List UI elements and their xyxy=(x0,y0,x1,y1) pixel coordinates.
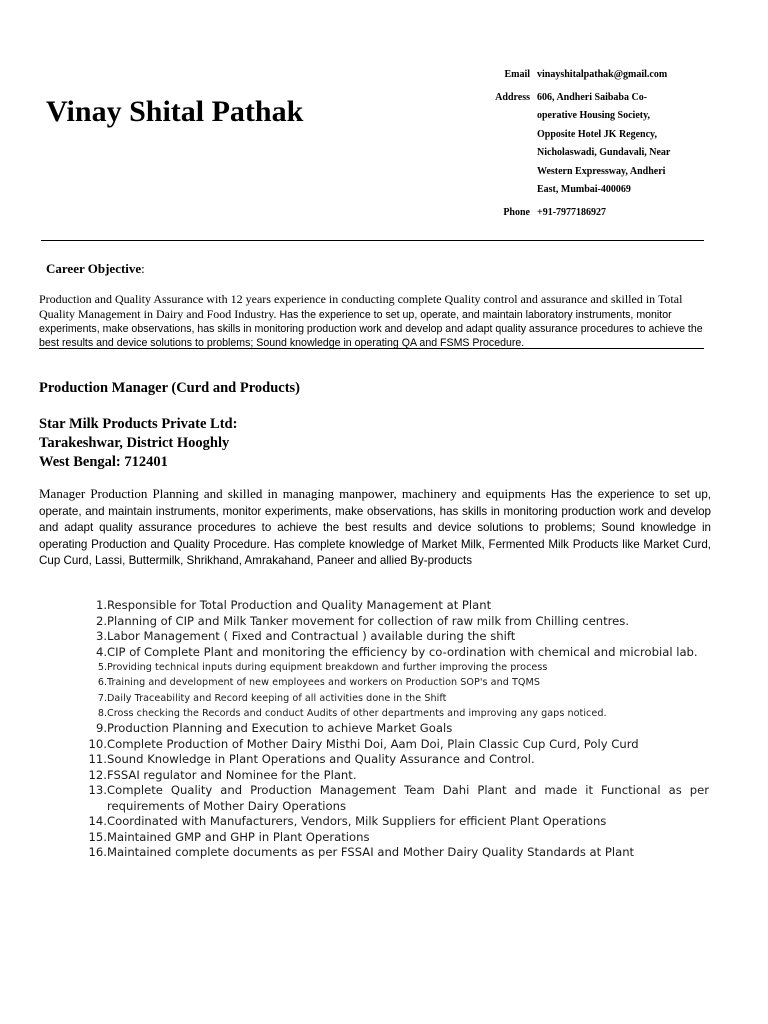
phone-label: Phone xyxy=(503,206,530,218)
duties-list xyxy=(79,598,709,861)
list-item xyxy=(79,629,709,645)
list-item-number: 3. xyxy=(95,629,107,643)
list-item-number: 10. xyxy=(88,736,107,751)
list-item xyxy=(79,691,709,706)
job-role-title: Production Manager (Curd and Products) xyxy=(39,380,301,396)
contact-block xyxy=(470,66,740,222)
list-item xyxy=(79,752,709,768)
career-objective-title: Career Objective xyxy=(46,261,142,276)
job-summary-sans: Has the experience to set up, operate, and maintain instruments, monitor experiments, make observations, has skills in monitoring production work and develop and adapt quality assurance procedures to achieve the best results and device solutions to problems; Sound knowledge in operating Production and Quality Procedure. Has complete knowledge of Market Milk, Fermented Milk Products like Market Curd, Cup Curd, Lassi, Buttermilk, Shrikhand, Amrakahand, Paneer and allied By-products xyxy=(39,488,712,568)
list-item-text: Daily Traceability and Record keeping of all activities done in the Shift xyxy=(107,692,447,704)
job-summary-serif: Manager Production Planning and skilled in managing manpower, machinery and equipments xyxy=(39,486,546,501)
address-line: operative Housing Society, xyxy=(537,110,651,121)
list-item-number: 2. xyxy=(95,613,107,628)
list-item-text: Cross checking the Records and conduct Audits of other departments and improving any gaps noticed. xyxy=(107,707,607,719)
list-item-text: Sound Knowledge in Plant Operations and Quality Assurance and Control. xyxy=(107,752,535,767)
list-item xyxy=(79,614,709,630)
address-line: Western Expressway, Andheri xyxy=(537,165,666,177)
list-item-text: FSSAI regulator and Nominee for the Plant. xyxy=(107,767,357,782)
list-item-number: 9. xyxy=(95,721,107,736)
address-value xyxy=(537,89,740,200)
list-item xyxy=(79,721,709,737)
list-item-text: Coordinated with Manufacturers, Vendors, Milk Suppliers for efficient Plant Operations xyxy=(107,814,607,829)
list-item xyxy=(79,768,709,784)
list-item xyxy=(79,675,709,690)
email-value[interactable]: vinayshitalpathak@gmail.com xyxy=(537,69,668,80)
list-item-text: Complete Quality and Production Management Team Dahi Plant and made it Functional as per requirements of Mother Dairy Operations xyxy=(107,783,709,813)
list-item xyxy=(79,737,709,753)
list-item-number: 6. xyxy=(97,677,107,689)
list-item-number: 14. xyxy=(88,814,107,829)
company-state: West Bengal: 712401 xyxy=(39,454,168,470)
list-item xyxy=(79,783,709,814)
address-row xyxy=(470,89,740,200)
list-item xyxy=(79,598,709,614)
list-item-number: 4. xyxy=(95,644,107,659)
company-block xyxy=(39,415,237,472)
career-objective-heading xyxy=(46,261,145,277)
list-item xyxy=(79,845,709,861)
list-item-text: Complete Production of Mother Dairy Misthi Doi, Aam Doi, Plain Classic Cup Curd, Poly Curd xyxy=(107,736,639,751)
email-row xyxy=(470,66,740,85)
address-line: Opposite Hotel JK Regency, xyxy=(537,128,657,140)
list-item-text: Training and development of new employees and workers on Production SOP's and TQMS xyxy=(107,677,540,689)
list-item-number: 16. xyxy=(88,845,107,860)
list-item-number: 5. xyxy=(97,662,107,673)
list-item-number: 7. xyxy=(97,692,107,704)
list-item-text: Planning of CIP and Milk Tanker movement for collection of raw milk from Chilling centres. xyxy=(107,613,630,628)
list-item xyxy=(79,706,709,721)
list-item-text: Responsible for Total Production and Quality Management at Plant xyxy=(107,598,492,612)
list-item-number: 11. xyxy=(88,752,107,767)
address-line: East, Mumbai-400069 xyxy=(537,184,631,195)
address-line: Nicholaswadi, Gundavali, Near xyxy=(537,147,671,158)
list-item-text: Maintained complete documents as per FSSAI and Mother Dairy Quality Standards at Plant xyxy=(107,845,635,860)
list-item-number: 13. xyxy=(88,783,107,798)
list-item xyxy=(79,645,709,661)
career-objective-text xyxy=(39,292,705,350)
address-line: 606, Andheri Saibaba Co- xyxy=(537,91,648,103)
list-item-text: CIP of Complete Plant and monitoring the efficiency by co-ordination with chemical and microbial lab. xyxy=(107,644,698,659)
address-label: Address xyxy=(495,91,530,103)
list-item-text: Labor Management ( Fixed and Contractual ) available during the shift xyxy=(107,629,516,643)
list-item-number: 1. xyxy=(95,598,107,612)
list-item-number: 15. xyxy=(88,829,107,844)
list-item xyxy=(79,814,709,830)
job-summary xyxy=(39,486,711,569)
header-divider xyxy=(41,240,704,241)
list-item-number: 8. xyxy=(97,707,107,719)
list-item xyxy=(79,660,709,675)
objective-text-sans: Has the experience to set up, operate, and maintain laboratory instruments, monitor experiments, make observations, has skills in monitoring production work and develop and adapt quality assurance procedures to achieve the best results and device solutions to problems; Sound knowledge in operating QA and FSMS Procedure. xyxy=(39,309,703,349)
list-item-number: 12. xyxy=(88,767,107,782)
list-item xyxy=(79,830,709,846)
objective-divider xyxy=(39,348,704,349)
objective-text-serif: Production and Quality Assurance with 12 years experience in conducting complete Quality control and assurance and skilled in Total Quality Management in Dairy and Food Industry. xyxy=(39,292,683,321)
email-label: Email xyxy=(504,69,530,80)
candidate-name: Vinay Shital Pathak xyxy=(46,95,304,128)
list-item-text: Providing technical inputs during equipment breakdown and further improving the process xyxy=(107,662,548,673)
career-objective-colon: : xyxy=(141,261,145,276)
phone-value[interactable]: +91-7977186927 xyxy=(537,206,607,218)
phone-row xyxy=(470,204,740,223)
company-location: Tarakeshwar, District Hooghly xyxy=(39,435,230,451)
list-item-text: Maintained GMP and GHP in Plant Operations xyxy=(107,829,370,844)
list-item-text: Production Planning and Execution to achieve Market Goals xyxy=(107,721,453,736)
company-name: Star Milk Products Private Ltd: xyxy=(39,416,238,432)
